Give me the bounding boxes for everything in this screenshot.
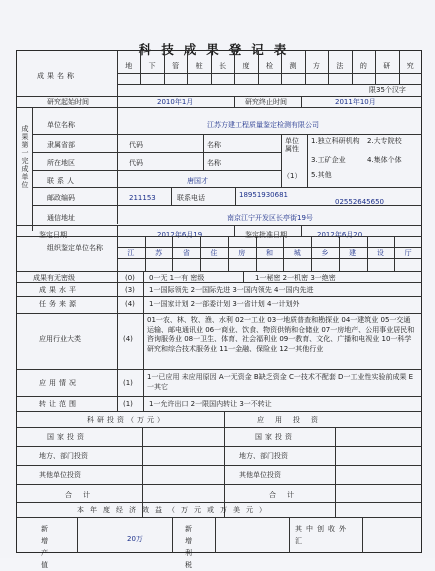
- new-output-value: 20万: [127, 535, 143, 543]
- grid-divider: [399, 51, 400, 84]
- other-invest-label: 其他单位投资: [39, 471, 81, 479]
- unit-attr-option: 3.工矿企业: [311, 156, 346, 164]
- forex-label: 其中创收外汇: [295, 525, 350, 545]
- apply-state-invest-label: 国家投资: [255, 433, 295, 441]
- approval-date-label: 鉴定批准日期: [245, 231, 287, 239]
- form-title: 科技成果登记表: [138, 42, 297, 57]
- secret-label: 成果有无密级: [33, 274, 75, 282]
- start-time-value: 2010年1月: [157, 98, 194, 106]
- research-invest-label: 科研投资（万元）: [87, 416, 167, 424]
- grid-divider: [352, 51, 353, 84]
- result-name-char: 检: [265, 62, 273, 70]
- result-name-label: 成果名称: [37, 72, 77, 80]
- unit-attr-option: 4.集体个体: [367, 156, 402, 164]
- zip-label: 邮政编码: [47, 194, 75, 202]
- grid-divider: [281, 51, 282, 84]
- grid-divider: [234, 51, 235, 84]
- org-name-char: 苏: [155, 249, 163, 257]
- end-time-label: 研究终止时间: [245, 98, 287, 106]
- grid-divider: [375, 51, 376, 84]
- transfer-code: (1): [123, 400, 133, 408]
- grid-divider: [311, 236, 312, 271]
- org-name-char: 厅: [404, 249, 412, 257]
- char-limit-note: 限35个汉字: [369, 86, 406, 94]
- grid-divider: [187, 51, 188, 84]
- result-name-char: 长: [219, 62, 227, 70]
- grid-divider: [164, 51, 165, 84]
- contact-value: 唐国才: [187, 177, 208, 185]
- result-name-char: 方: [312, 62, 320, 70]
- grid-divider: [200, 236, 201, 271]
- form-frame: [16, 50, 422, 569]
- benefit-header: 本年度经济效益（万元或万美元）: [77, 506, 272, 514]
- task-code: (4): [125, 300, 135, 308]
- org-name-char: 房: [238, 249, 246, 257]
- local-invest-label: 地方、部门投资: [39, 452, 88, 460]
- application-label: 应用情况: [39, 379, 79, 387]
- level-code: (3): [125, 286, 135, 294]
- application-options: 1一已应用 未应用原因 A一无资金 B缺乏资金 C一技术不配套 D一工业性实验前成果 E一其它: [147, 373, 414, 391]
- industry-label: 应用行业大类: [39, 335, 81, 343]
- grid-divider: [328, 51, 329, 84]
- secret-options: 0一无 1一有 密级: [149, 274, 205, 282]
- grid-divider: [145, 236, 146, 271]
- address-value: 南京江宁开发区长亭街19号: [227, 214, 313, 222]
- org-name-char: 乡: [321, 249, 329, 257]
- unit-attr-label: 单位属性: [285, 137, 299, 153]
- grid-divider: [256, 236, 257, 271]
- phone-value-1: 18951930681: [239, 191, 288, 199]
- unit-name-value: 江苏方建工程质量鉴定检测有限公司: [207, 121, 319, 129]
- secret-code: (0): [125, 274, 135, 282]
- result-name-char: 法: [336, 62, 344, 70]
- apply-other-invest-label: 其他单位投资: [239, 471, 281, 479]
- appraisal-date-value: 2012年6月19: [157, 231, 203, 239]
- result-name-char: 管: [172, 62, 180, 70]
- apply-total-label: 合计: [269, 491, 305, 499]
- phone-label: 联系电话: [177, 194, 205, 202]
- unit-attr-option: 1.独立科研机构: [311, 137, 360, 145]
- level-label: 成果水平: [39, 286, 79, 294]
- result-name-char: 测: [289, 62, 297, 70]
- affiliation-label: 隶属省部: [47, 141, 75, 149]
- address-label: 通信地址: [47, 214, 75, 222]
- zip-value: 211153: [129, 194, 156, 202]
- result-name-char: 度: [242, 62, 250, 70]
- state-invest-label: 国家投资: [47, 433, 87, 441]
- section-label-unit: 成果第一完成单位: [21, 125, 29, 189]
- grid-divider: [258, 51, 259, 84]
- result-name-char: 的: [359, 62, 367, 70]
- unit-attr-option: 5.其他: [311, 171, 332, 179]
- task-label: 任务来源: [39, 300, 79, 308]
- org-name-char: 江: [127, 249, 135, 257]
- industry-options: 01一农、林、牧、渔、水利 02一工业 03一地质普查和勘探业 04一建筑业 05一交通运输、邮电通讯业 06一商业、饮食、物资供销和仓储业 07一房地产、公用事业居民和咨询服务业 08一卫生、体育、社会福利业 09一教育、文化、广播和电视业 10一科学研究和综合技术服务业 11一金融、保险业 12一其他行业: [147, 316, 415, 353]
- grid-divider: [305, 51, 306, 84]
- secret-levels: 1一秘密 2一机密 3一绝密: [255, 274, 336, 282]
- org-name-char: 城: [293, 249, 301, 257]
- appraisal-date-label: 鉴定日期: [39, 231, 67, 239]
- grid-divider: [211, 51, 212, 84]
- grid-divider: [172, 236, 173, 271]
- grid-divider: [140, 51, 141, 84]
- contact-label: 联系人: [47, 177, 77, 185]
- result-name-char: 桩: [195, 62, 203, 70]
- phone-value-2: 02552645650: [335, 198, 384, 206]
- org-name-char: 建: [349, 249, 357, 257]
- org-name-char: 设: [376, 249, 384, 257]
- grid-divider: [283, 236, 284, 271]
- org-name-char: 和: [265, 249, 273, 257]
- new-output-label: 新增产值: [41, 525, 56, 569]
- region-name-label: 名称: [207, 159, 221, 167]
- transfer-options: 1一允许出口 2一限国内转让 3一不转让: [149, 400, 272, 408]
- apply-local-invest-label: 地方、部门投资: [239, 452, 288, 460]
- result-name-char: 究: [406, 62, 414, 70]
- affiliation-name-label: 名称: [207, 141, 221, 149]
- grid-divider: [228, 236, 229, 271]
- region-label: 所在地区: [47, 159, 75, 167]
- apply-invest-label: 应用投资: [257, 416, 329, 424]
- level-options: 1一国际领先 2一国际先进 3一国内领先 4一国内先进: [149, 286, 314, 294]
- org-label: 组织鉴定单位名称: [47, 244, 103, 252]
- approval-date-value: 2012年6月20: [317, 231, 363, 239]
- task-options: 1一国家计划 2一部委计划 3一省计划 4一计划外: [149, 300, 300, 308]
- transfer-label: 转让范围: [39, 400, 79, 408]
- grid-divider: [394, 236, 395, 271]
- grid-divider: [367, 236, 368, 271]
- result-name-char: 研: [383, 62, 391, 70]
- new-profit-label: 新增利税: [185, 525, 200, 569]
- application-code: (1): [123, 379, 133, 387]
- org-name-char: 省: [182, 249, 190, 257]
- industry-code: (4): [123, 335, 133, 343]
- unit-name-label: 单位名称: [47, 121, 75, 129]
- result-name-char: 地: [125, 62, 133, 70]
- total-label: 合计: [65, 491, 101, 499]
- org-name-char: 住: [210, 249, 218, 257]
- region-code-label: 代码: [129, 159, 143, 167]
- unit-attr-value: （1）: [283, 172, 302, 180]
- unit-attr-option: 2.大专院校: [367, 137, 402, 145]
- grid-divider: [339, 236, 340, 271]
- affiliation-code-label: 代码: [129, 141, 143, 149]
- end-time-value: 2011年10月: [335, 98, 376, 106]
- result-name-char: 下: [148, 62, 156, 70]
- start-time-label: 研究起始时间: [47, 98, 89, 106]
